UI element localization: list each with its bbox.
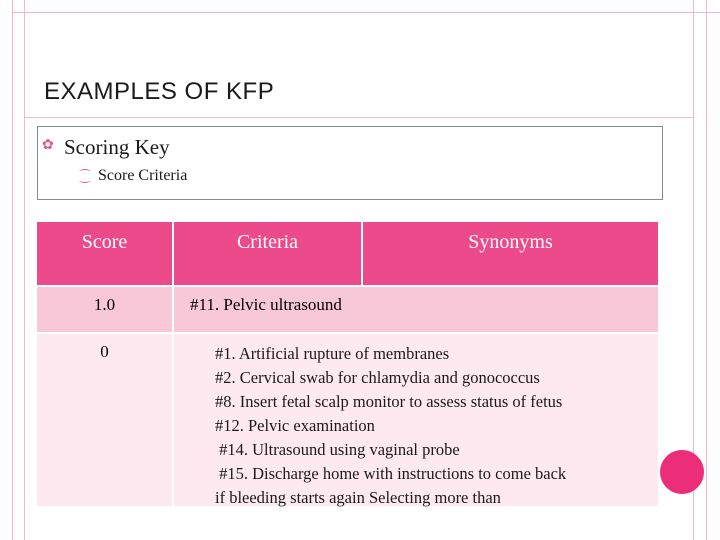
bullet-level2-text: Score Criteria xyxy=(98,167,188,184)
slide-title: EXAMPLES OF KFP xyxy=(44,78,275,105)
table-header-row xyxy=(37,222,659,286)
bullet-level1 xyxy=(42,135,170,160)
criteria-line: #15. Discharge home with instructions to come back xyxy=(215,464,567,483)
criteria-line: #8. Insert fetal scalp monitor to assess status of fetus xyxy=(215,392,563,411)
criteria-list xyxy=(215,342,566,510)
criteria-line: if bleeding starts again Selecting more than xyxy=(215,488,501,507)
frame-line-top xyxy=(12,12,720,13)
frame-line-right-outer xyxy=(706,0,707,540)
header-criteria: Criteria xyxy=(173,222,362,286)
cell-score: 1.0 xyxy=(37,286,173,333)
cell-score: 0 xyxy=(37,333,173,506)
criteria-line: #12. Pelvic examination xyxy=(215,416,375,435)
decorative-circle xyxy=(660,450,704,494)
header-score: Score xyxy=(37,222,173,286)
frame-line-left xyxy=(24,0,25,540)
table-row xyxy=(37,286,659,333)
bullet-level2 xyxy=(80,167,188,185)
bullet-level1-text: Scoring Key xyxy=(64,135,170,159)
criteria-line: #14. Ultrasound using vaginal probe xyxy=(215,440,460,459)
title-rule xyxy=(24,117,693,118)
bullet-box xyxy=(37,126,663,200)
cell-criteria: #11. Pelvic ultrasound xyxy=(173,286,659,333)
criteria-line: #2. Cervical swab for chlamydia and gonococcus xyxy=(215,368,540,387)
criteria-line: #1. Artificial rupture of membranes xyxy=(215,344,450,363)
header-synonyms: Synonyms xyxy=(362,222,659,286)
curl-bullet-icon: ⁐ xyxy=(80,169,90,183)
flower-bullet-icon: ✿ xyxy=(42,138,54,153)
